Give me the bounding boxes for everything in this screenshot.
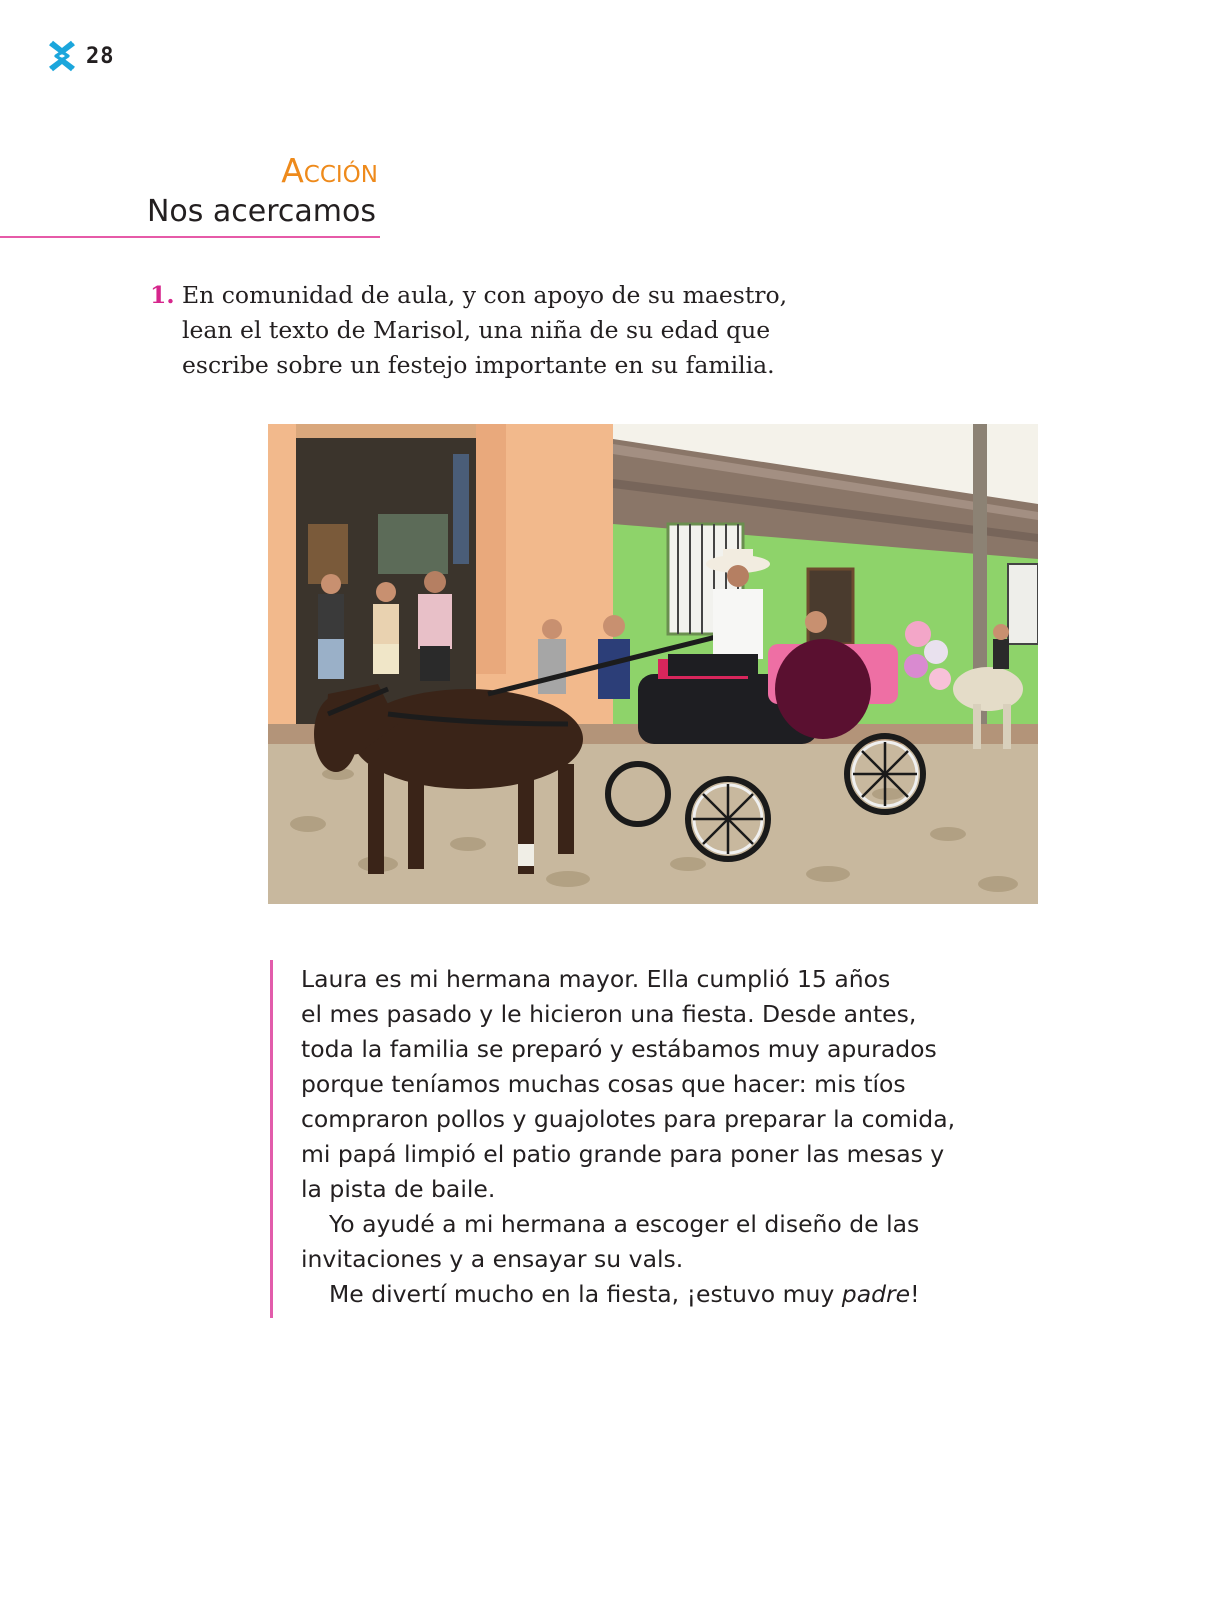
horse-carriage-photo xyxy=(268,424,1038,904)
reading-paragraph: Laura es mi hermana mayor. Ella cumplió 15 años el mes pasado y le hicieron una fiesta. Desde antes, toda la familia se preparó y estábamos muy apurados porque teníamos muchas cosas que hacer: mis tíos compraron pollos y guajolotes para preparar la comida, mi papá limpió el patio grande para poner las mesas y la pista de baile. xyxy=(301,965,956,1203)
page-number: 28 xyxy=(86,43,115,69)
page-header xyxy=(48,40,115,72)
reading-paragraph xyxy=(301,1277,1061,1312)
reading-text-segment: Me divertí mucho en la fiesta, ¡estuvo muy xyxy=(329,1280,842,1308)
instruction-number: 1. xyxy=(150,281,175,309)
reading-text-segment: ! xyxy=(910,1280,920,1308)
section-kicker: Acción xyxy=(281,151,378,190)
section-heading xyxy=(0,150,380,238)
section-title: Nos acercamos xyxy=(146,194,376,229)
emphasis-word: padre xyxy=(841,1280,911,1308)
reading-text xyxy=(270,960,1061,1318)
reading-paragraph: Yo ayudé a mi hermana a escoger el diseño de las invitaciones y a ensayar su vals. xyxy=(301,1210,920,1273)
book-emblem-icon xyxy=(48,40,76,72)
instruction-text: En comunidad de aula, y con apoyo de su maestro, lean el texto de Marisol, una niña de su edad que escribe sobre un festejo importante en su familia. xyxy=(182,281,788,379)
instruction xyxy=(150,278,870,383)
